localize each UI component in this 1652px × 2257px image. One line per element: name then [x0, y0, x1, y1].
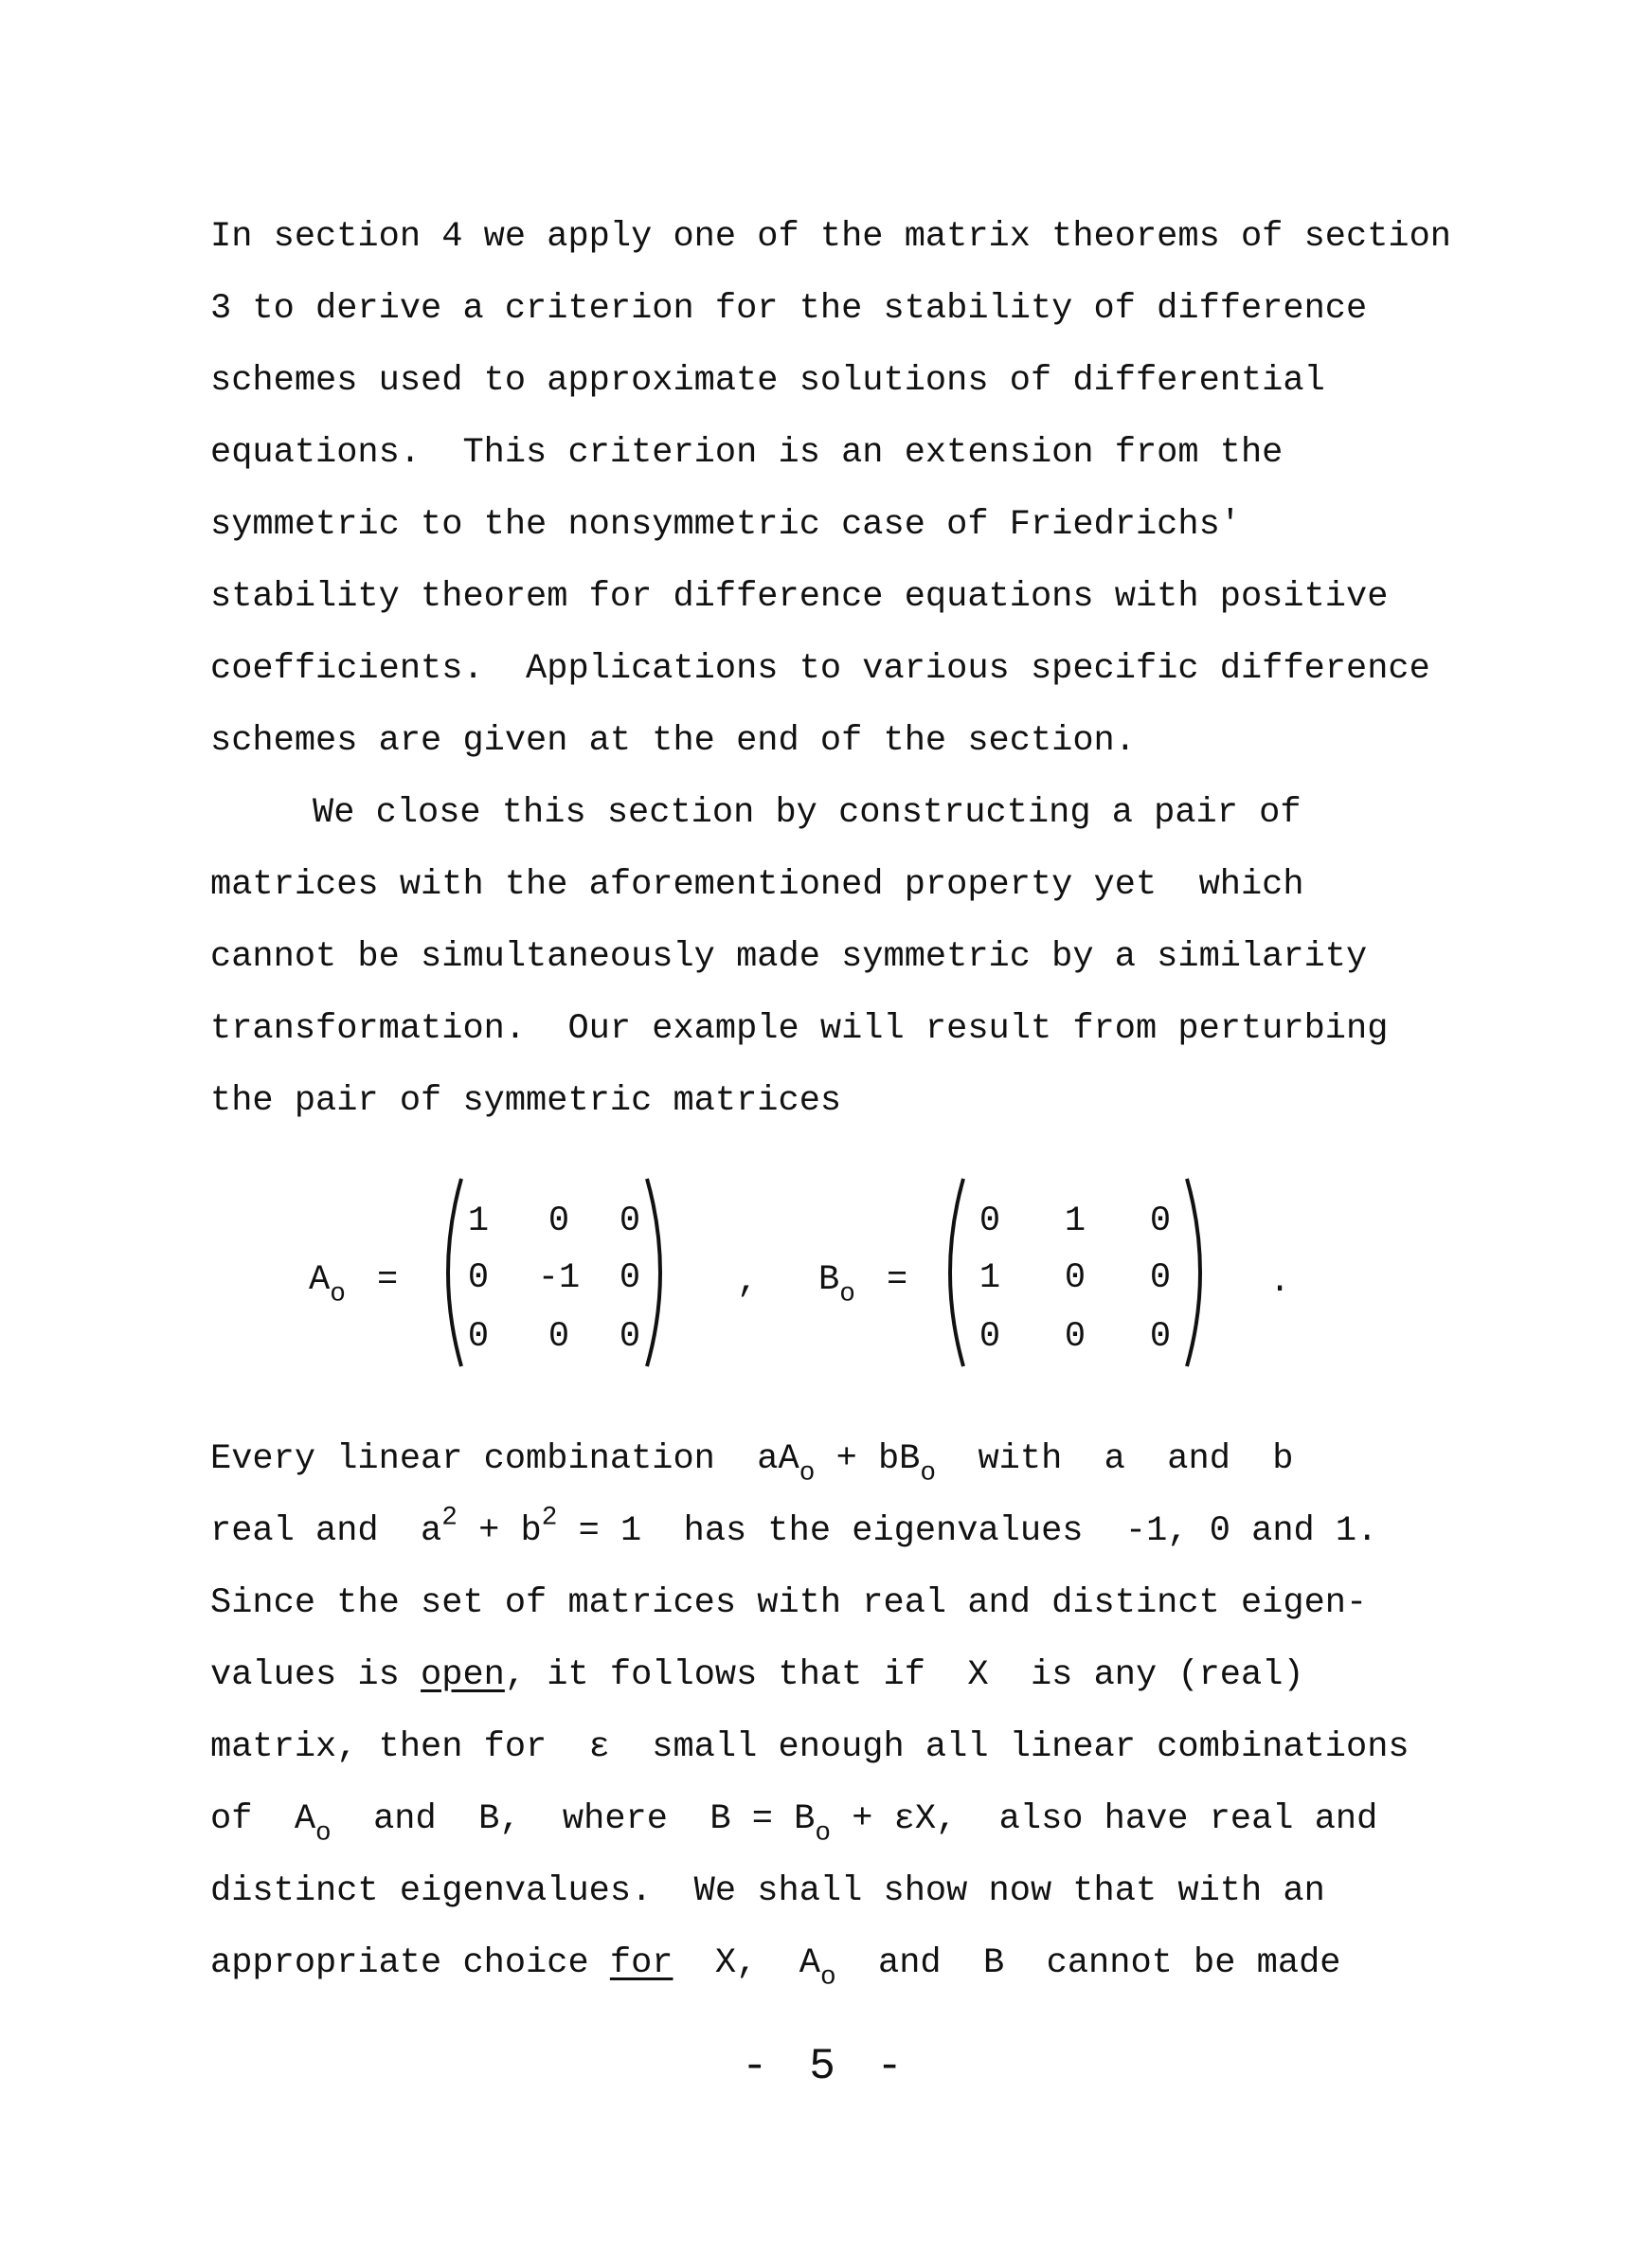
matrix-cell: 0 — [1064, 1317, 1086, 1357]
text-line: In section 4 we apply one of the matrix theorems of section — [210, 217, 1452, 257]
text-line: coefficients. Applications to various specific difference — [210, 649, 1430, 689]
text-line: of $A_o$ and B, where $B = B_o + \varepsilon X$, also have real and — [210, 1799, 1378, 1849]
text-line: Every linear combination $aA_o + bB_o$ with a and b — [210, 1439, 1294, 1489]
text-line: the pair of symmetric matrices — [210, 1081, 842, 1121]
matrix-cell: 0 — [619, 1258, 641, 1298]
equals-sign: = — [887, 1260, 908, 1300]
matrix-cell: 0 — [979, 1201, 1001, 1241]
text-line: equations. This criterion is an extension from the — [210, 433, 1284, 473]
separator-comma: , — [737, 1262, 759, 1302]
matrix-cell: 0 — [619, 1201, 641, 1241]
text-line: cannot be simultaneously made symmetric by a similarity — [210, 937, 1368, 977]
matrix-cell: 0 — [467, 1258, 490, 1298]
underlined-word: open — [421, 1655, 505, 1695]
matrix-cell: 0 — [1149, 1201, 1172, 1241]
text-line: appropriate choice for X, $A_o$ and B cannot be made — [210, 1943, 1341, 1993]
matrix-cell: 0 — [1149, 1258, 1172, 1298]
equals-sign: = — [377, 1260, 399, 1300]
end-mark: . — [1269, 1262, 1291, 1302]
text-line: matrix, then for ε small enough all linear combinations — [210, 1727, 1410, 1767]
matrix-a-label: $A_o$ — [309, 1260, 346, 1309]
underlined-word: for — [609, 1943, 673, 1983]
text-line: We close this section by constructing a pair of — [313, 793, 1302, 833]
text-line: schemes used to approximate solutions of differential — [210, 361, 1325, 401]
matrix-cell: -1 — [537, 1258, 581, 1298]
matrix-cell: 0 — [548, 1201, 570, 1241]
matrix-cell: 1 — [1064, 1201, 1086, 1241]
text-line: Since the set of matrices with real and distinct eigen- — [210, 1583, 1368, 1623]
text-line: real and $a^2 + b^2 = 1$ has the eigenvalues -1, 0 and 1. — [210, 1503, 1378, 1551]
matrix-cell: 0 — [979, 1317, 1001, 1357]
matrix-cell: 1 — [979, 1258, 1001, 1298]
text-line: transformation. Our example will result from perturbing — [210, 1009, 1389, 1049]
matrix-cell: 1 — [467, 1201, 490, 1241]
text-line: 3 to derive a criterion for the stability of difference — [210, 289, 1368, 329]
text-line: stability theorem for difference equations with positive — [210, 577, 1389, 617]
page-number: - 5 - — [741, 2042, 911, 2091]
text-line: distinct eigenvalues. We shall show now that with an — [210, 1871, 1325, 1911]
matrix-b-label: $B_o$ — [818, 1260, 855, 1309]
matrix-cell: 0 — [1149, 1317, 1172, 1357]
text-line: schemes are given at the end of the section. — [210, 721, 1136, 761]
text-line: matrices with the aforementioned property yet which — [210, 865, 1304, 905]
text-line: values is open, it follows that if X is any (real) — [210, 1655, 1304, 1695]
matrix-cell: 0 — [1064, 1258, 1086, 1298]
text-line: symmetric to the nonsymmetric case of Friedrichs' — [210, 505, 1241, 545]
matrix-cell: 0 — [467, 1317, 490, 1357]
matrix-cell: 0 — [619, 1317, 641, 1357]
matrix-cell: 0 — [548, 1317, 570, 1357]
matrix-a0 — [431, 1175, 677, 1370]
matrix-b0 — [933, 1175, 1217, 1370]
